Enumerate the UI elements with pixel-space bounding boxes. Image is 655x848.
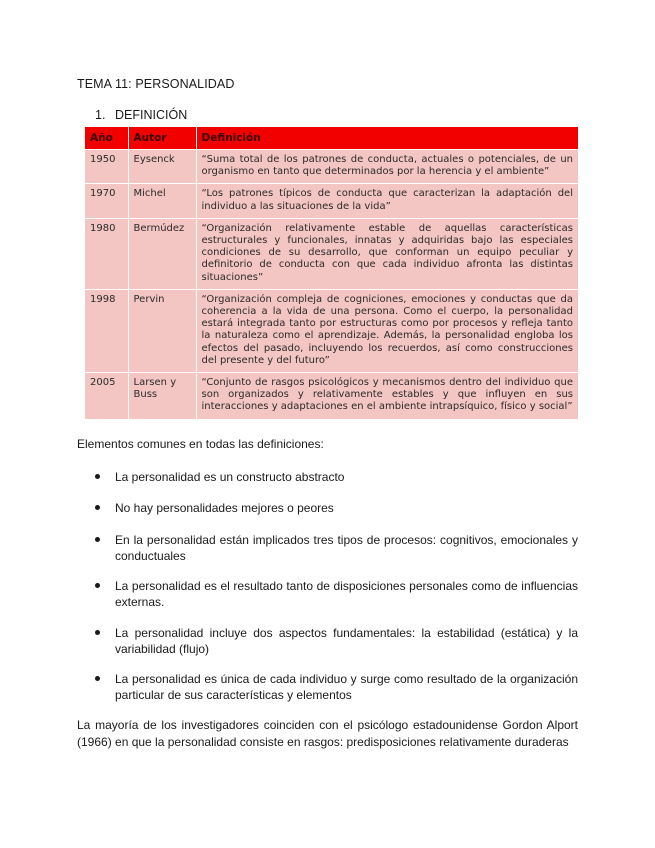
table-row (85, 289, 578, 372)
closing-paragraph: La mayoría de los investigadores coinciden con el psicólogo estadounidense Gordon Alport (1966) en que la personalidad consiste en rasgos: predisposiciones relativamente duraderas (77, 718, 578, 749)
list-item-text: La personalidad es un constructo abstracto (115, 470, 345, 484)
bullet-icon (95, 630, 100, 635)
header-year: Año (85, 127, 128, 150)
cell-definition: “Conjunto de rasgos psicológicos y mecanismos dentro del individuo que son organizados y relativamente estables y que influyen en sus interacciones y adaptaciones en el ambiente intrapsíquico, físico y social” (196, 373, 578, 419)
definitions-table (85, 127, 578, 419)
bullet-icon (95, 583, 100, 588)
list-item (115, 500, 578, 516)
cell-year: 1980 (85, 218, 128, 289)
table-row (85, 218, 578, 289)
cell-author: Pervin (128, 289, 196, 372)
section-heading-text: DEFINICIÓN (115, 108, 188, 122)
cell-author: Eysenck (128, 150, 196, 184)
header-author: Autor (128, 127, 196, 150)
page-title: TEMA 11: PERSONALIDAD (77, 77, 235, 91)
cell-definition: “Los patrones típicos de conducta que caracterizan la adaptación del individuo a las situaciones de la vida” (196, 184, 578, 218)
cell-author: Michel (128, 184, 196, 218)
cell-definition: “Organización compleja de cogniciones, emociones y conductas que da coherencia a la vida de una persona. Como el cuerpo, la personalidad estará integrada tanto por estructuras como por procesos y refleja tanto la naturaleza como el aprendizaje. Además, la personalidad engloba los efectos del pasado, incluyendo los recuerdos, así como construcciones del presente y del futuro” (196, 289, 578, 372)
list-item (115, 532, 578, 564)
list-item (115, 469, 578, 485)
header-definition: Definición (196, 127, 578, 150)
list-item (115, 671, 578, 703)
table-row (85, 150, 578, 184)
cell-definition: “Suma total de los patrones de conducta, actuales o potenciales, de un organismo en tanto que determinados por la herencia y el ambiente” (196, 150, 578, 184)
list-item-text: La personalidad es el resultado tanto de disposiciones personales como de influencias externas. (115, 579, 578, 609)
list-item (115, 625, 578, 657)
cell-year: 1950 (85, 150, 128, 184)
list-item-text: En la personalidad están implicados tres tipos de procesos: cognitivos, emocionales y conductuales (115, 533, 578, 563)
list-item (115, 578, 578, 610)
list-item-text: La personalidad incluye dos aspectos fundamentales: la estabilidad (estática) y la variabilidad (flujo) (115, 626, 578, 656)
section-number: 1. (95, 108, 106, 122)
section-heading (95, 108, 187, 122)
cell-year: 1998 (85, 289, 128, 372)
list-item-text: No hay personalidades mejores o peores (115, 501, 334, 515)
list-item-text: La personalidad es única de cada individuo y surge como resultado de la organización particular de sus características y elementos (115, 672, 578, 702)
bullet-icon (95, 676, 100, 681)
bullet-icon (95, 474, 100, 479)
cell-author: Bermúdez (128, 218, 196, 289)
cell-year: 1970 (85, 184, 128, 218)
bullet-icon (95, 537, 100, 542)
table-header-row (85, 127, 578, 150)
cell-definition: “Organización relativamente estable de aquellas características estructurales y funcionales, innatas y adquiridas bajo las especiales condiciones de su desarrollo, que conforman un equipo peculiar y definitorio de conducta con que cada individuo afronta las distintas situaciones” (196, 218, 578, 289)
common-elements-label: Elementos comunes en todas las definiciones: (77, 437, 324, 451)
cell-year: 2005 (85, 373, 128, 419)
cell-author: Larsen y Buss (128, 373, 196, 419)
table-row (85, 184, 578, 218)
table-row (85, 373, 578, 419)
bullet-icon (95, 505, 100, 510)
